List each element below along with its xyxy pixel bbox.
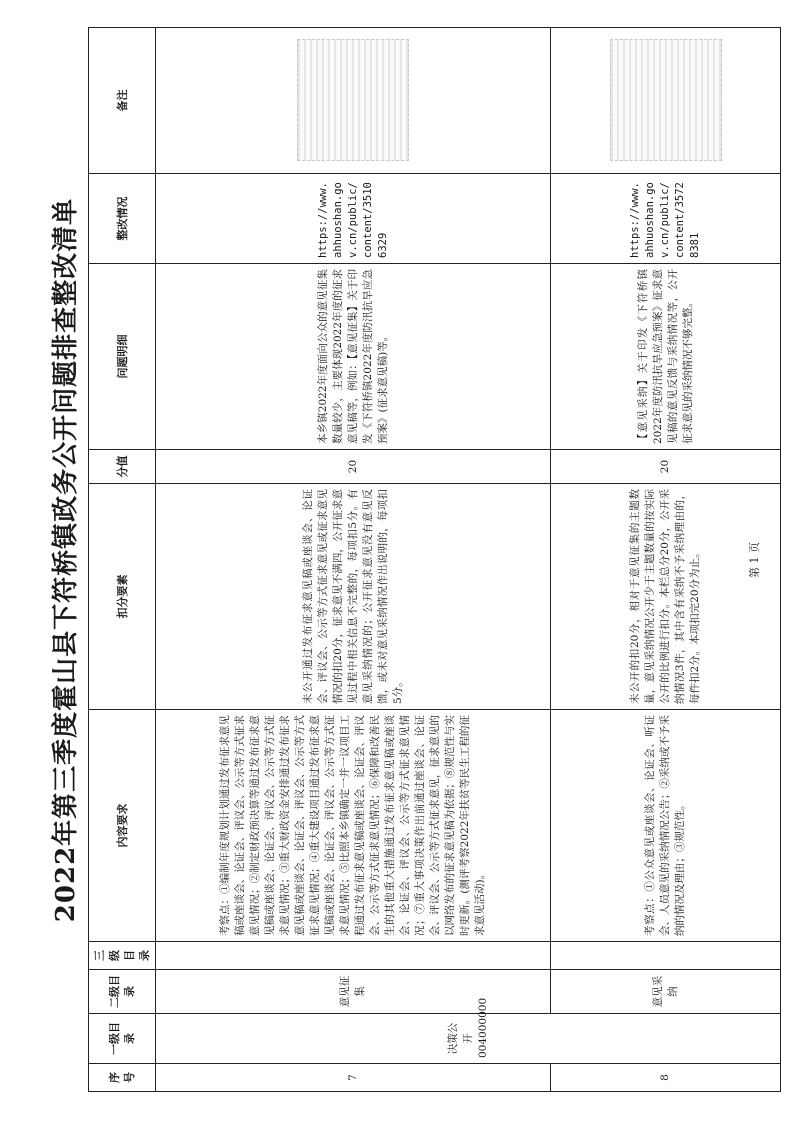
row-content: 考察点：①编制年度规划计划通过发布征求意见稿或座谈会、论证会、评议会、公示等方式征求意见情况；②制定财政预决算等通过发布征求意见稿或座谈会、论证会、评议会、公示等方式征求意见情况；③重大财政资金安排通过发布征求意见稿或座谈会、论证会、评议会、公示等方式征求意见情况；④重大建设项目通过发布征求意见稿或座谈会、论证会、评议会、公示等方式征求意见情况；⑤比照本乡镇确定一并一议项目工程通过发布征求意见稿或座谈会、论证会、评议会、公示等方式征求意见情况；⑥保障和改善民生的其他重大措施通过发布征求意见稿或座谈会、论证会、评议会、公示等方式征求意见情况；⑦重大事项决策作出前通过座谈会、论证会、评议会、公示等方式征求意见，征求意见的以网络发布的征求意见稿为依据；⑧规范性与实时更新。(测评考察2022年扶贫等民生工程的征求意见活动)。 (156, 710, 551, 942)
header-score: 分值 (89, 450, 156, 484)
row-level2: 意见采纳 (551, 970, 781, 1014)
screenshot-thumbnail (297, 40, 409, 162)
header-seq: 序号 (89, 1064, 156, 1092)
screenshot-thumbnail (610, 40, 722, 162)
row-level3 (156, 942, 551, 970)
row-level1: 决策公开 004000000 (156, 1014, 781, 1064)
header-problem: 问题明细 (89, 264, 156, 450)
rectification-table (88, 27, 781, 1092)
row-deduct: 未公开通过发布征求意见稿或座谈会、论证会、评议会、公示等方式征求意见或征求意见情况的扣20分，征求意见不满四，公开征求意见过程中相关信息不完整的，每项扣5分。有意见采纳情况的；公开征求意见没有意见反馈，或未对意见采纳情况作出说明的，每项扣5分。 (156, 484, 551, 710)
page-number: 第 1 页 (748, 542, 761, 578)
table-row (156, 28, 551, 1092)
header-row (89, 28, 156, 1092)
landscape-document (46, 28, 782, 1092)
row-rectify-link[interactable]: https://www.ahhuoshan.gov.cn/public/content/35106329 (156, 174, 551, 264)
header-remark: 备注 (89, 28, 156, 174)
row-seq: 7 (156, 1064, 551, 1092)
header-level1: 一级目录 (89, 1014, 156, 1064)
row-problem: 本乡镇2022年度面向公众的意见征集数量较少，主要体现2022年度的征求意见稿等，例如：【意见征集】关于印发《下符桥镇2022年度防汛抗旱应急预案》(征求意见稿)等。 (156, 264, 551, 450)
header-level3: 三级目录 (89, 942, 156, 970)
row-content: 考察点：①公众意见或座谈会、论证会、听证会、人员意见的采纳情况公告；②采纳或不予采纳的情况及理由；③规范性。 (551, 710, 781, 942)
row-level2: 意见征集 (156, 970, 551, 1014)
row-deduct: 未公开的扣20分，相对于意见征集的主题数量，意见采纳情况公开少于主题数量的按实际公开的比例进行扣分。本栏总分20分，公开采纳情况3件，其中含有采纳不予采纳理由的，每件扣2分。本项扣完20分为止。 (551, 484, 781, 710)
row-seq: 8 (551, 1064, 781, 1092)
header-content: 内容要求 (89, 710, 156, 942)
row-score: 20 (156, 450, 551, 484)
header-deduct: 扣分要素 (89, 484, 156, 710)
row-problem: 【意见采纳】关于印发《下符桥镇2022年度防汛抗旱应急预案》征求意见稿的意见反馈与采纳情况等，公开征求意见的采纳情况不够完整。 (551, 264, 781, 450)
row-remark (156, 28, 551, 174)
header-level2: 二级目录 (89, 970, 156, 1014)
row-rectify-link[interactable]: https://www.ahhuoshan.gov.cn/public/content/35728381 (551, 174, 781, 264)
document-title: 2022年第三季度霍山县下符桥镇政务公开问题排查整改清单 (51, 197, 81, 923)
row-score: 20 (551, 450, 781, 484)
header-rectify: 整改情况 (89, 174, 156, 264)
